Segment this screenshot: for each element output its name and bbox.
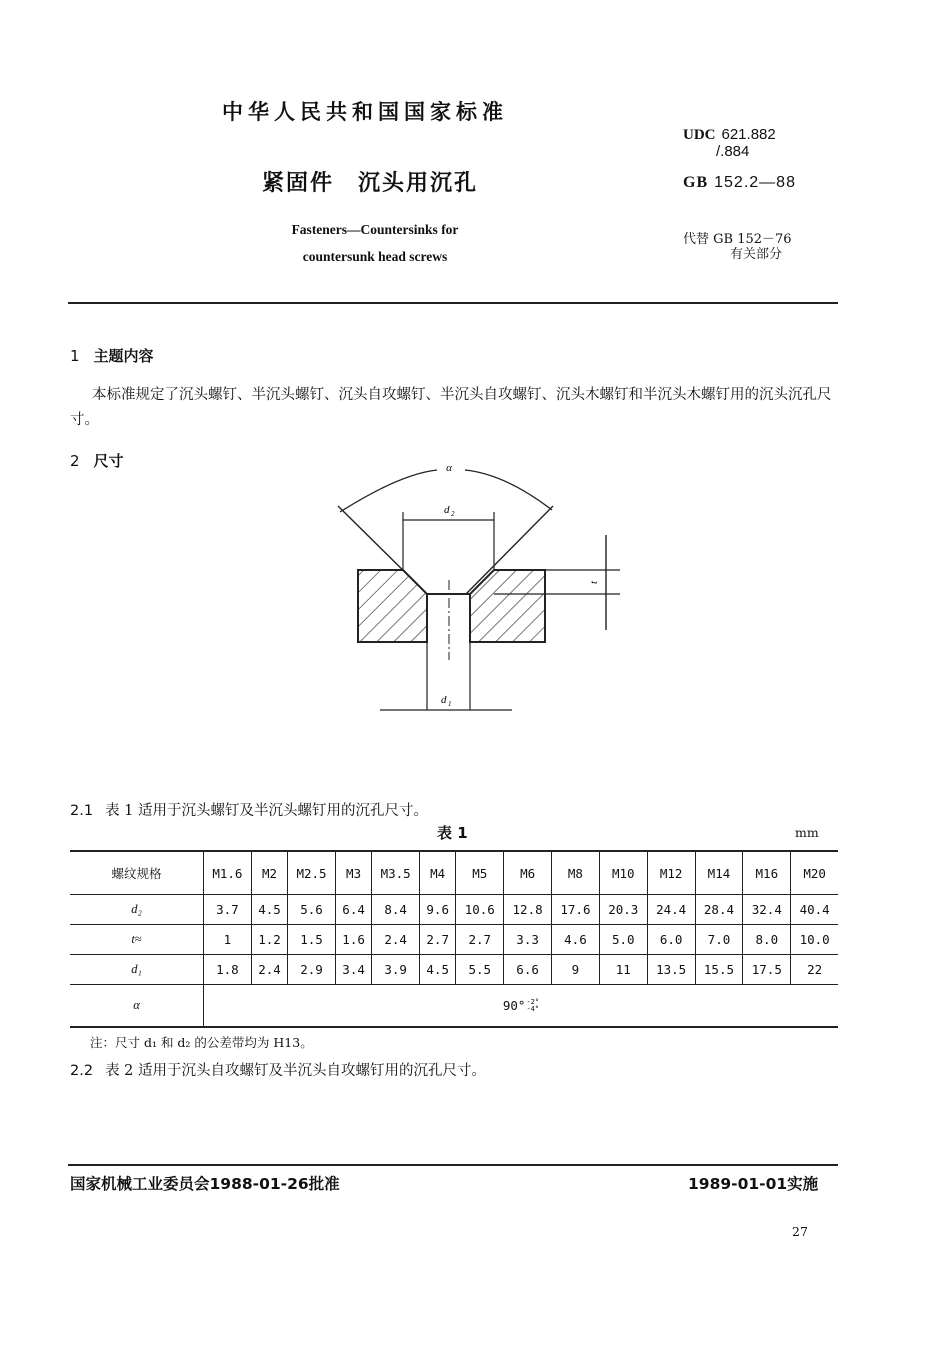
- table-header-cell: M14: [695, 851, 743, 895]
- table-cell: 2.9: [288, 955, 336, 985]
- table-header-cell: M3: [335, 851, 371, 895]
- table-row-d1: [70, 955, 838, 985]
- d1-label: d: [441, 694, 447, 706]
- table-cell: 24.4: [647, 895, 695, 925]
- d2-label-subscript: 2: [451, 510, 455, 518]
- section-1-number: 1: [70, 347, 80, 365]
- table-header-cell: M20: [791, 851, 838, 895]
- section-2-1-number: 2.1: [70, 803, 94, 819]
- replaces-scope: 有关部分: [730, 247, 783, 262]
- header-divider: [68, 302, 838, 304]
- alpha-label: α: [446, 462, 452, 474]
- table-cell: 1: [204, 925, 252, 955]
- table-cell: 6.4: [335, 895, 371, 925]
- table-header-cell: M12: [647, 851, 695, 895]
- table-header-cell: M4: [420, 851, 456, 895]
- table-cell: 2.4: [251, 955, 287, 985]
- section-1-body: 本标准规定了沉头螺钉、半沉头螺钉、沉头自攻螺钉、半沉头自攻螺钉、沉头木螺钉和半沉头木螺钉用的沉头沉孔尺寸。: [70, 387, 832, 428]
- alpha-value: 90°: [502, 997, 526, 1013]
- section-2-title: 尺寸: [93, 452, 124, 470]
- table-cell: 22: [791, 955, 838, 985]
- replaces-standard: 代替 GB 152－76: [683, 232, 792, 247]
- udc-value: 621.882: [721, 126, 776, 143]
- page-number: 27: [792, 1224, 808, 1239]
- angle-arc-left: [340, 470, 437, 512]
- table-cell: 9: [552, 955, 600, 985]
- table-header-cell: M10: [599, 851, 647, 895]
- table-cell: 7.0: [695, 925, 743, 955]
- table-header-cell: M8: [552, 851, 600, 895]
- table-cell: 5.5: [456, 955, 504, 985]
- table-cell: 40.4: [791, 895, 838, 925]
- row-label-d1: d₁: [70, 955, 204, 985]
- national-standard-heading: 中华人民共和国国家标准: [222, 100, 508, 124]
- table-header-cell: M1.6: [204, 851, 252, 895]
- table-cell: 2.7: [420, 925, 456, 955]
- table-row-alpha: [70, 985, 838, 1028]
- udc-line: [683, 126, 776, 144]
- plate-section-left: [358, 570, 427, 642]
- table-header-cell: M16: [743, 851, 791, 895]
- alpha-tolerance: [526, 999, 539, 1013]
- d1-label-subscript: 1: [448, 700, 452, 708]
- table-cell: 8.4: [372, 895, 420, 925]
- plate-section-right: [470, 570, 545, 642]
- section-2-2: [70, 1059, 486, 1080]
- table-cell: 6.0: [647, 925, 695, 955]
- table-cell: 3.4: [335, 955, 371, 985]
- table-header-cell: M6: [504, 851, 552, 895]
- table-cell: 32.4: [743, 895, 791, 925]
- table-cell: 1.6: [335, 925, 371, 955]
- row-label-t: t≈: [70, 925, 204, 955]
- table-cell: 11: [599, 955, 647, 985]
- section-2-1-text: 表 1 适用于沉头螺钉及半沉头螺钉用的沉孔尺寸。: [105, 803, 429, 819]
- table-cell: 1.2: [251, 925, 287, 955]
- t-label: t: [588, 580, 600, 584]
- table-cell: 4.6: [552, 925, 600, 955]
- row-label-d2: d₂: [70, 895, 204, 925]
- table-cell: 8.0: [743, 925, 791, 955]
- section-2-2-text: 表 2 适用于沉头自攻螺钉及半沉头自攻螺钉用的沉孔尺寸。: [105, 1063, 487, 1079]
- udc-value-continued: /.884: [716, 143, 750, 160]
- table-cell: 17.6: [552, 895, 600, 925]
- english-title-line-2: countersunk head screws: [302, 249, 448, 264]
- english-title: [240, 216, 510, 270]
- footer-divider: [68, 1164, 838, 1166]
- table-cell: 20.3: [599, 895, 647, 925]
- tolerance-note: 注：尺寸 d₁ 和 d₂ 的公差带均为 H13。: [90, 1035, 313, 1050]
- table-header-row: [70, 851, 838, 895]
- table-cell: 4.5: [251, 895, 287, 925]
- angle-arc-right: [465, 470, 552, 510]
- table-header-thread-size: 螺纹规格: [70, 851, 204, 895]
- table-cell: 13.5: [647, 955, 695, 985]
- table-cell: 6.6: [504, 955, 552, 985]
- table-cell: 9.6: [420, 895, 456, 925]
- countersink-dimensions-table: [70, 850, 838, 1028]
- section-1-title: 主题内容: [93, 347, 154, 365]
- english-title-line-1: Fasteners—Countersinks for: [291, 222, 459, 237]
- table-cell: 1.5: [288, 925, 336, 955]
- table-cell: 12.8: [504, 895, 552, 925]
- table-cell: 1.8: [204, 955, 252, 985]
- section-2-1: [70, 799, 428, 820]
- section-2-number: 2: [70, 452, 80, 470]
- table-row-d2: [70, 895, 838, 925]
- table-cell: 17.5: [743, 955, 791, 985]
- table-cell: 5.0: [599, 925, 647, 955]
- table-cell: 3.7: [204, 895, 252, 925]
- table-cell: 3.3: [504, 925, 552, 955]
- table-1-unit: mm: [795, 825, 819, 840]
- table-cell: 10.6: [456, 895, 504, 925]
- countersink-drawing: [320, 455, 630, 725]
- table-cell: 5.6: [288, 895, 336, 925]
- table-header-cell: M5: [456, 851, 504, 895]
- table-cell: 2.7: [456, 925, 504, 955]
- table-cell: 28.4: [695, 895, 743, 925]
- section-2-heading: [70, 450, 124, 471]
- row-label-alpha: α: [70, 985, 204, 1028]
- table-cell: 3.9: [372, 955, 420, 985]
- gb-label: GB: [683, 174, 709, 191]
- table-header-cell: M2.5: [288, 851, 336, 895]
- table-1-caption: 表 1: [437, 824, 468, 842]
- section-2-2-number: 2.2: [70, 1063, 94, 1079]
- d2-label: d: [444, 504, 450, 516]
- table-cell: 15.5: [695, 955, 743, 985]
- alpha-tolerance-lower: -4°: [526, 1005, 540, 1014]
- approval-info: 国家机械工业委员会1988-01-26批准: [70, 1175, 340, 1193]
- implementation-date: 1989-01-01实施: [688, 1175, 819, 1193]
- udc-label: UDC: [683, 127, 716, 143]
- gb-number-line: [683, 174, 796, 192]
- document-title: 紧固件 沉头用沉孔: [262, 171, 479, 196]
- alpha-tolerance-upper: -2°: [526, 998, 540, 1007]
- table-row-t: [70, 925, 838, 955]
- table-cell: 4.5: [420, 955, 456, 985]
- section-1-heading: [70, 345, 154, 366]
- gb-number: 152.2—88: [714, 174, 796, 191]
- table-header-cell: M3.5: [372, 851, 420, 895]
- alpha-value-cell: [204, 985, 839, 1028]
- table-header-cell: M2: [251, 851, 287, 895]
- table-cell: 10.0: [791, 925, 838, 955]
- table-cell: 2.4: [372, 925, 420, 955]
